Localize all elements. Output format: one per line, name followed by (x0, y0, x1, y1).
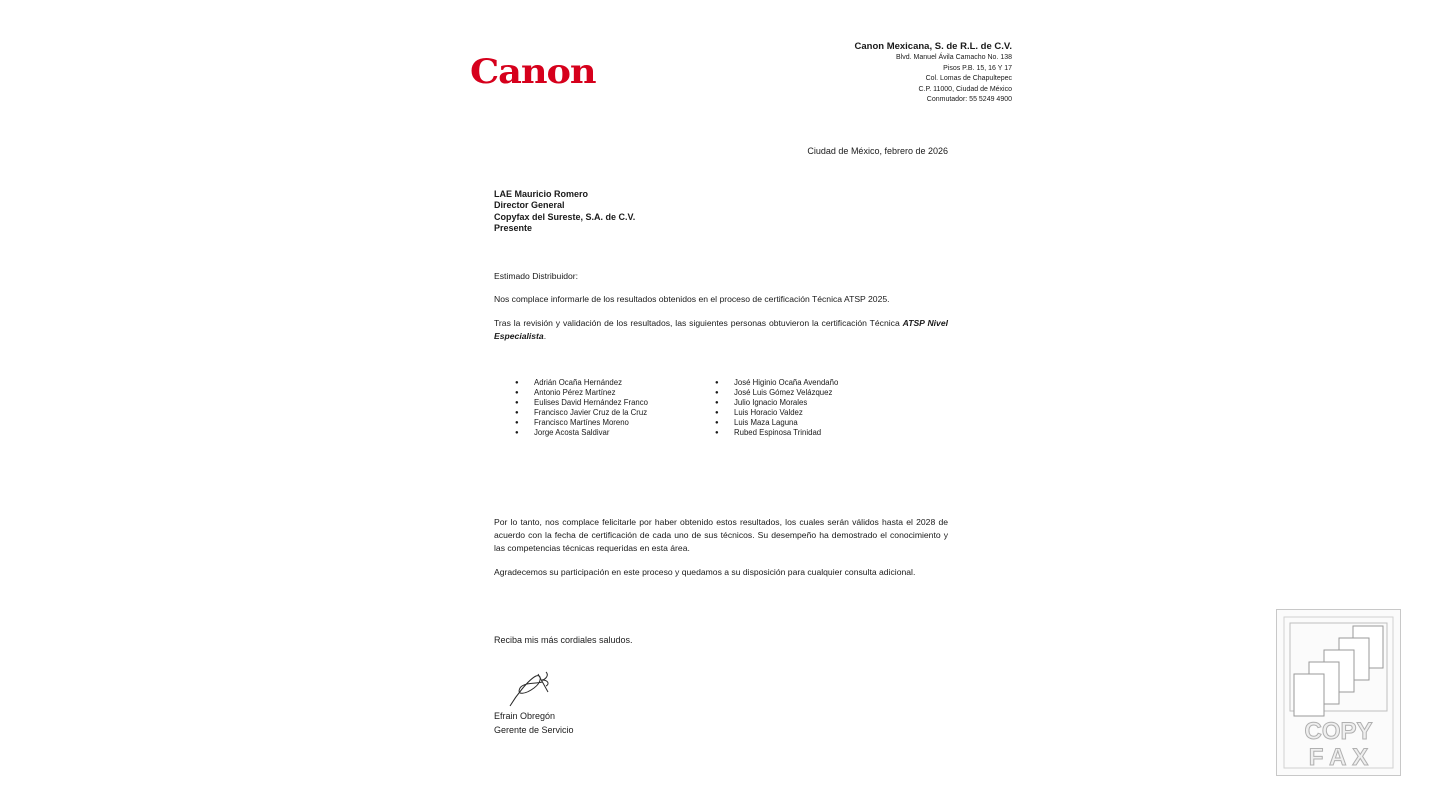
bullet-icon: ● (715, 430, 719, 436)
stamp-copy: COPY (1304, 718, 1373, 745)
bullet-icon: ● (515, 380, 519, 386)
list-item: ● Luis Horacio Valdez (715, 408, 803, 417)
signer-name: Efrain Obregón (494, 711, 556, 721)
bullet-icon: ● (515, 390, 519, 396)
bullet-icon: ● (715, 420, 719, 426)
bullet-icon: ● (715, 380, 719, 386)
list-item: ● Eulises David Hernández Franco (515, 398, 648, 407)
list-item: ● Francisco Javier Cruz de la Cruz (515, 408, 648, 417)
recipient-title: Director General (494, 200, 565, 211)
list-item: ● Julio Ignacio Morales (715, 398, 808, 407)
phone-line: Conmutador: 55 5249 4900 (926, 96, 1012, 104)
recipient-presente: Presente (494, 222, 533, 233)
address-line: Col. Lomas de Chapultepec (925, 75, 1012, 83)
recipient-company: Copyfax del Sureste, S.A. de C.V. (494, 211, 636, 222)
recipient-name: LAE Mauricio Romero (494, 189, 589, 199)
canon-logo: Canon (470, 52, 596, 92)
bullet-icon: ● (715, 390, 719, 396)
list-item: ● Francisco Martínes Moreno (515, 418, 629, 427)
company-address-block (855, 41, 1013, 106)
thanks-paragraph: Agradecemos su participación en este proceso y quedamos a su disposición para cualquier consulta adicional. (494, 567, 916, 577)
certification-paragraph (494, 317, 948, 343)
company-name: Canon Mexicana, S. de R.L. de C.V. (854, 41, 1012, 52)
closing-greeting: Reciba mis más cordiales saludos. (494, 635, 633, 645)
certified-list-right (715, 378, 838, 438)
address-line: Pisos P.B. 15, 16 Y 17 (943, 64, 1012, 72)
letter-date: Ciudad de México, febrero de 2026 (807, 146, 948, 156)
signer-title: Gerente de Servicio (494, 725, 574, 735)
copyfax-stamp (1276, 609, 1401, 776)
address-line: Blvd. Manuel Ávila Camacho No. 138 (896, 54, 1012, 61)
certification-text: Tras la revisión y validación de los resultados, las siguientes personas obtuvieron la certificación Técnica (494, 318, 903, 328)
intro-paragraph: Nos complace informarle de los resultados obtenidos en el proceso de certificación Técnica ATSP 2025. (494, 294, 890, 304)
list-item: ● José Higinio Ocaña Avendaño (715, 378, 839, 387)
bullet-icon: ● (515, 410, 519, 416)
bullet-icon: ● (515, 430, 519, 436)
signature-block (494, 709, 574, 737)
bullet-icon: ● (515, 400, 519, 406)
bullet-icon: ● (715, 410, 719, 416)
recipient-block (494, 189, 635, 234)
list-item: ● Antonio Pérez Martínez (515, 388, 616, 397)
bullet-icon: ● (515, 420, 519, 426)
list-item: ● Luis Maza Laguna (715, 418, 798, 427)
list-item: ● José Luis Gómez Velázquez (715, 388, 833, 397)
list-item: ● Rubed Espinosa Trinidad (715, 428, 822, 437)
certified-list-left (515, 378, 648, 438)
certification-level: ATSP Nivel Especialista (494, 318, 949, 341)
address-line: C.P. 11000, Ciudad de México (918, 85, 1012, 93)
certification-tail: . (543, 331, 547, 341)
congrats-paragraph: Por lo tanto, nos complace felicitarle por haber obtenido estos resultados, los cuales serán válidos hasta el 2028 de acuerdo con la fecha de certificación de cada uno de sus técnicos. Su desempeño ha demostrado el conocimiento y las competencias técnicas requeridas en esta área. (494, 517, 948, 553)
stamp-fax: F A X (1308, 744, 1369, 771)
bullet-icon: ● (715, 400, 719, 406)
list-item: ● Adrián Ocaña Hernández (515, 378, 622, 387)
salutation: Estimado Distribuidor: (494, 271, 579, 281)
list-item: ● Jorge Acosta Saldivar (515, 428, 610, 437)
